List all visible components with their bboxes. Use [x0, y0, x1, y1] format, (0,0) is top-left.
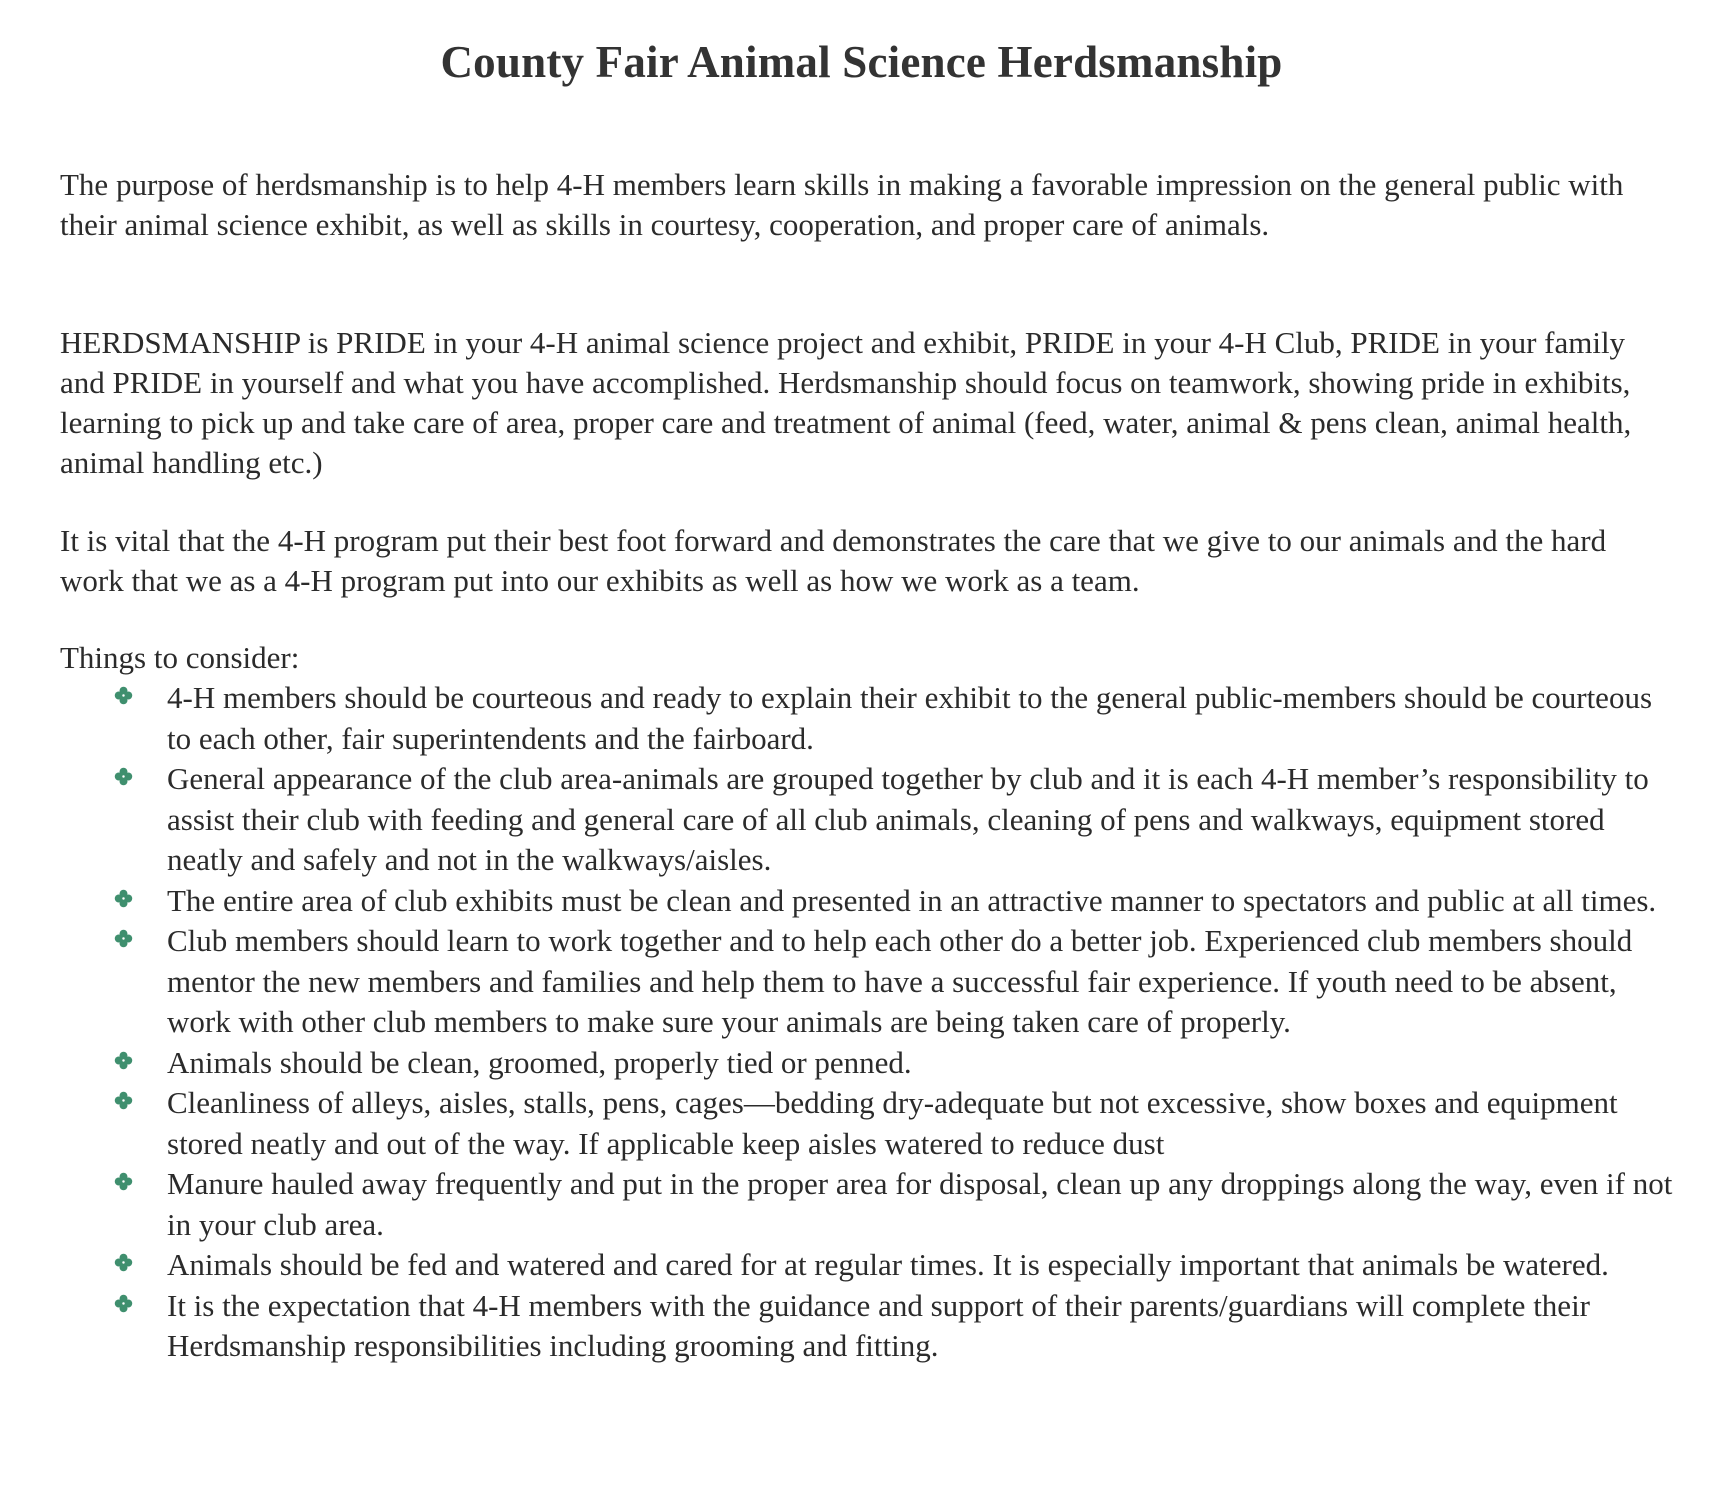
list-item [0, 1286, 1723, 1367]
vital-paragraph: It is vital that the 4-H program put their best foot forward and demonstrates the care that we give to our animals and the hard work that we as a 4-H program put into our exhibits as well as how we work as a team. [60, 523, 1607, 598]
list-item-text: It is the expectation that 4-H members with the guidance and support of their parents/guardians will complete their Herdsmanship responsibilities including grooming and fitting. [167, 1287, 1591, 1363]
list-item [0, 759, 1723, 881]
clover-icon [114, 929, 133, 948]
clover-icon [114, 1091, 133, 1110]
list-item [0, 1164, 1723, 1245]
list-item-text: Club members should learn to work together and to help each other do a better job. Experienced club members should mentor the new members and families and help them to have a successful fair experience. If youth need to be absent, work with other club members to make sure your animals are being taken care of properly. [167, 923, 1633, 1039]
clover-icon [114, 1294, 133, 1313]
pride-paragraph: HERDSMANSHIP is PRIDE in your 4-H animal science project and exhibit, PRIDE in your 4-H Club, PRIDE in your family and PRIDE in yourself and what you have accomplished. Herdsmanship should focus on teamwork, showing pride in exhibits, learning to pick up and take care of area, proper care and treatment of animal (feed, water, animal & pens clean, animal health, animal handling etc.) [60, 325, 1632, 480]
clover-icon [114, 1253, 133, 1272]
list-item [0, 1083, 1723, 1164]
purpose-paragraph: The purpose of herdsmanship is to help 4-H members learn skills in making a favorable impression on the general public with their animal science exhibit, as well as skills in courtesy, cooperation, and proper care of animals. [60, 167, 1624, 242]
list-item [0, 1245, 1723, 1286]
list-item [0, 881, 1723, 922]
list-item-text: The entire area of club exhibits must be clean and presented in an attractive manner to spectators and public at all times. [167, 882, 1657, 918]
clover-icon [114, 889, 133, 908]
list-item-text: Cleanliness of alleys, aisles, stalls, pens, cages—bedding dry-adequate but not excessive, show boxes and equipment stored neatly and out of the way. If applicable keep aisles watered to reduce dust [167, 1085, 1618, 1161]
clover-icon [114, 1051, 133, 1070]
clover-icon [114, 1172, 133, 1191]
list-item-text: Animals should be clean, groomed, properly tied or penned. [167, 1044, 912, 1080]
list-item [0, 921, 1723, 1043]
list-item-text: Manure hauled away frequently and put in the proper area for disposal, clean up any droppings along the way, even if not in your club area. [167, 1166, 1673, 1242]
list-item-text: Animals should be fed and watered and cared for at regular times. It is especially important that animals be watered. [167, 1247, 1609, 1282]
page-title: County Fair Animal Science Herdsmanship [440, 37, 1283, 87]
considerations-heading: Things to consider: [60, 640, 300, 675]
considerations-list [0, 678, 1723, 1367]
clover-icon [114, 686, 133, 705]
list-item-text: 4-H members should be courteous and ready to explain their exhibit to the general public-members should be courteous to each other, fair superintendents and the fairboard. [167, 680, 1653, 756]
list-item-text: General appearance of the club area-animals are grouped together by club and it is each 4-H member’s responsibility to assist their club with feeding and general care of all club animals, cleaning of pens and walkways, equipment stored neatly and safely and not in the walkways/aisles. [167, 761, 1649, 877]
list-item [0, 1043, 1723, 1084]
list-item [0, 678, 1723, 759]
clover-icon [114, 767, 133, 786]
